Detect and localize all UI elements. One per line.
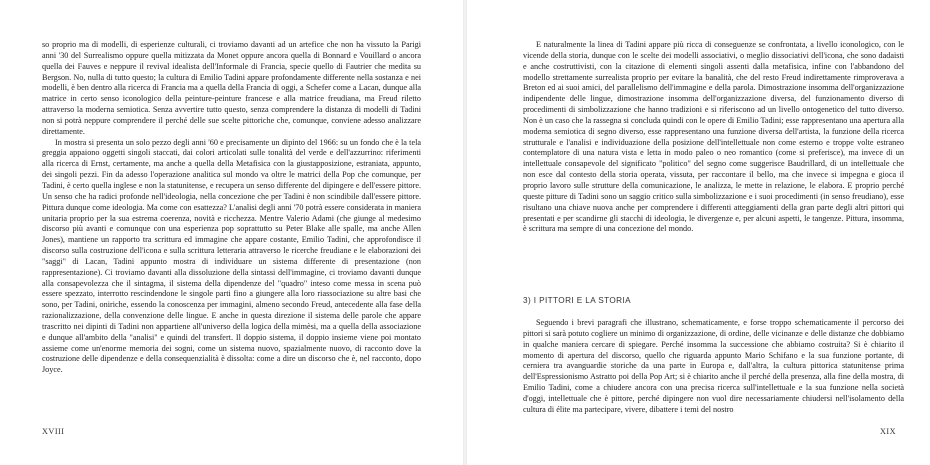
right-page [467, 0, 930, 465]
right-paragraph-2: Seguendo i brevi paragrafi che illustrano, schematicamente, e forse troppo schematicamente il percorso dei pittori si sarà potuto cogliere un minimo di organizzazione, di ordine, delle vicinanze e delle distanze che dobbiamo in qualche maniera cercare di spiegare. Perché insomma la successione che abbiamo costruita? Si è chiarito il momento di apertura del discorso, quello che riguarda appunto Mario Schifano e la sua funzione portante, di cerniera tra avanguardie storiche da una parte in Europa e, dall'altra, la cultura pittorica statunitense prima dell'Espressionismo Astratto poi della Pop Art; si è chiarito anche il perché della presenza, alla fine della mostra, di Emilio Tadini, come a chiudere ancora con una precisa ricerca sull'intellettuale e la sua funzione nella società d'oggi, intellettuale che è pittore, perché dipingere non vuol dire necessariamente chiudersi nell'isolamento della cultura di élite ma partecipare, vivere, dibattere i temi del nostro [523, 318, 904, 414]
left-page [0, 0, 463, 465]
page-number-right: XIX [879, 427, 896, 436]
right-text-block-bottom [523, 318, 904, 416]
right-text-block-top [523, 40, 904, 235]
right-paragraph-1: E naturalmente la linea di Tadini appare più ricca di conseguenze se confrontata, a livello iconologico, con le vicende della storia, dunque con le scelte dei modelli associativi, o meglio dissociativi dell'icona, che sono dadaisti e anche costruttivisti, con la citazione di elementi singoli assenti dalla metafisica, infine con l'abbandono del modello strettamente surrealista proprio per evitare la banalità, che del resto Freud indirettamente rimproverava a Breton ed ai suoi amici, del parallelismo dell'immagine e della parola. Dimostrazione insomma dell'organizzazione indipendente delle lingue, dimostrazione insomma dell'organizzazione diversa, del funzionamento diverso di procedimenti di simbolizzazione che hanno tradizioni e si riferiscono ad un livello ontogenetico del tutto diverso. Non è un caso che la rassegna si concluda quindi con le opere di Emilio Tadini; esse rappresentano una apertura alla moderna semiotica di segno diverso, esse rappresentano una funzione diversa dell'artista, la funzione della ricerca strutturale e l'analisi e individuazione della posizione dell'intellettuale non come esterno e troppe volte estraneo contemplatore di una natura vista e letta in modo paleo o neo romantico (come si preferisce), ma invece di un intellettuale consapevole del significato "politico" del segno come suggerisce Baudrillard, di un intellettuale che non esce dal contesto della storia operata, vissuta, per raccontare il bello, ma che invece si impegna e gioca il proprio lavoro sulle strutture della comunicazione, le analizza, le mette in relazione, le elabora. E proprio perché queste pitture di Tadini sono un saggio critico sulla simbolizzazione e i suoi procedimenti (in senso freudiano), esse risultano una chiave nuova anche per comprendere i differenti atteggiamenti della gran parte degli altri pittori qui presentati e per scandirne gli stacchi di ideologia, le divergenze e, per alcuni aspetti, le tangenze. Pittura, insomma, è scrittura ma sempre di una concezione del mondo. [523, 40, 904, 234]
left-paragraph-2: In mostra si presenta un solo pezzo degli anni '60 e precisamente un dipinto del 1966: su un fondo che è la tela greggia appaiono oggetti singoli staccati, dai colori articolati sulle tonalità del verde e dell'azzurrino: riferimenti alla ricerca di Ernst, certamente, ma anche a quella della Metafisica con la giustapposizione, estraniata, appunto, dei singoli pezzi. Fin da adesso l'operazione analitica sul mondo va oltre le matrici della Pop che comunque, per Tadini, è certo quella inglese e non la statunitense, e recupera un senso differente del dipingere e dell'essere pittore. Un senso che ha radici profonde nell'ideologia, nella concezione che per Tadini è non scindibile dall'essere pittore. Pittura dunque come ideologia. Ma come con esattezza? L'analisi degli anni '70 potrà essere considerata in maniera unitaria proprio per la sua estrema coerenza, novità e ricchezza. Mentre Valerio Adami (che giunge al medesimo discorso più avanti e comunque con una esperienza pop soprattutto su Peter Blake alle spalle, ma anche Allen Jones), mantiene un rapporto tra scrittura ed immagine che appare costante, Emilio Tadini, che approfondisce il discorso sulla costruzione dell'icona e sulla scrittura letteraria attraverso le ricerche freudiane e le elaborazioni dei "saggi" di Lacan, Tadini appunto mostra di individuare un sistema differente di presentazione (non rappresentazione). Ci troviamo davanti alla dissoluzione della sintassi dell'immagine, ci troviamo davanti dunque alla consapevolezza che il sintagma, il sistema della dipendenze del "quadro" inteso come messa in scena può essere spezzato, interrotto rescindendone le singole parti fino a giungere alla loro riassociazione su altre basi che sono, per Tadini, oniriche, essendo la conoscenza per immagini, almeno secondo Freud, antecedente alla fase della razionalizzazione, della convenzione delle lingue. E anche in questa direzione il sistema delle parole che appare trascritto nei dipinti di Tadini non appartiene all'universo della logica della mimèsi, ma a quella della associazione e dunque all'ambito della "analisi" e quindi del transfert. Il doppio sistema, il doppio insieme viene poi montato assieme come un'enorme memoria dei sogni, come un sistema nuovo, spazialmente nuovo, di racconto dove la costruzione delle dipendenze e della consequenzialità è dissolta: come a dire un discorso che è, nel racconto, dopo Joyce. [42, 137, 421, 375]
left-text-block [42, 40, 421, 376]
section-heading: 3) I PITTORI E LA STORIA [523, 296, 632, 305]
page-number-left: XVIII [42, 427, 65, 436]
left-paragraph-1: so proprio ma di modelli, di esperienze culturali, ci troviamo davanti ad un artefice che non ha vissuto la Parigi anni '30 del Surrealismo oppure quella mitizzata da Monet oppure ancora quella di Bonnard e Vouillard o ancora quella dei Fauves e neppure il revival idealista dell'Informale di Francia, specie quello di Fautrier che medita su Bergson. No, nulla di tutto questo; la cultura di Emilio Tadini appare profondamente differente nella sostanza e nei modelli, è ben dentro alla ricerca di Francia ma a quella della Francia di oggi, a Schefer come a Lacan, dunque alla matrice in certo senso iconologico della peinture-peinture francese e alla matrice freudiana, ma Freud riletto attraverso la moderna semiotica. Senza avvertire tutto questo, senza comprendere la distanza di modelli di Tadini non si potrà neppure comprendere il perché delle sue scelte pittoriche che, comunque, conviene adesso analizzare direttamente. [42, 40, 421, 136]
